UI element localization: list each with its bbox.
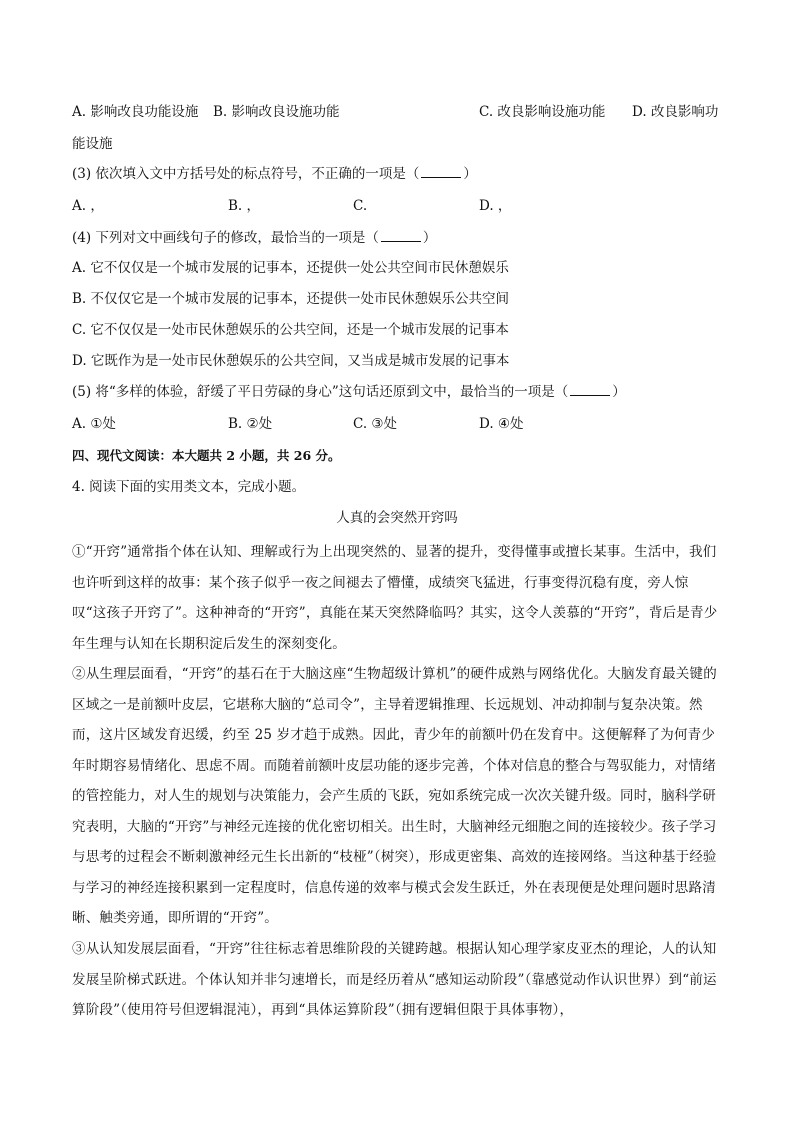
q3-option-c: C.	[353, 198, 368, 214]
q4-option-b: B. 不仅仅它是一个城市发展的记事本，还提供一处市民休憩娱乐公共空间	[72, 291, 510, 307]
q5-stem: (5) 将“多样的体验，舒缓了平日劳碌的身心”这句话还原到文中，最恰当的一项是（ ）	[72, 384, 626, 400]
q4-option-d: D. 它既作为是一处市民休憩娱乐的公共空间，又当成是城市发展的记事本	[72, 353, 510, 369]
paragraph-1: ①“开窍”通常指个体在认知、理解或行为上出现突然的、显著的提升，变得懂事或擅长某事。生活中，我们也许听到这样的故事：某个孩子似乎一夜之间褪去了懵懂，成绩突飞猛进，行事变得沉稳有度，旁人惊叹“这孩子开窍了”。这种神奇的“开窍”，真能在某天突然降临吗？其实，这令人羡慕的“开窍”，背后是青少年生理与认知在长期积淀后发生的深刻变化。	[72, 544, 718, 652]
q3-stem: (3) 依次填入文中方括号处的标点符号，不正确的一项是（ ）	[72, 166, 477, 182]
paragraph-3: ③从认知发展层面看，“开窍”往往标志着思维阶段的关键跨越。根据认知心理学家皮亚杰的理论，人的认知发展呈阶梯式跃进。个体认知并非匀速增长，而是经历着从“感知运动阶段”（靠感觉动作认识世界）到“前运算阶段”（使用符号但逻辑混沌），再到“具体运算阶段”（拥有逻辑但限于具体事物），	[72, 941, 717, 1018]
answer-blank[interactable]	[381, 229, 421, 242]
article-title: 人真的会突然开窍吗	[336, 510, 458, 526]
q3-option-d: D. ，	[479, 198, 512, 214]
q4-stem: (4) 下列对文中画线句子的修改，最恰当的一项是（ ）	[72, 230, 437, 246]
q2-option-a: A. 影响改良功能设施	[72, 104, 199, 120]
q4-option-a: A. 它不仅仅是一个城市发展的记事本，还提供一处公共空间市民休憩娱乐	[72, 260, 509, 276]
q2-option-c: C. 改良影响设施功能	[479, 104, 606, 120]
q5-option-d: D. ④处	[479, 416, 524, 432]
q2-option-d: D. 改良影响功	[632, 104, 719, 120]
q4-option-c: C. 它不仅仅是一处市民休憩娱乐的公共空间，还是一个城市发展的记事本	[72, 322, 509, 338]
q2-option-d-continued: 能设施	[72, 136, 113, 152]
answer-blank[interactable]	[570, 383, 610, 396]
q2-option-b: B. 影响改良设施功能	[213, 104, 340, 120]
answer-blank[interactable]	[421, 165, 461, 178]
q3-option-b: B. ，	[228, 198, 261, 214]
q3-option-a: A. ，	[72, 198, 104, 214]
section-heading: 四、现代文阅读：本大题共 2 小题，共 26 分。	[72, 448, 341, 463]
paragraph-2: ②从生理层面看，“开窍”的基石在于大脑这座“生物超级计算机”的硬件成熟与网络优化。大脑发育最关键的区域之一是前额叶皮层，它堪称大脑的“总司令”，主导着逻辑推理、长远规划、冲动抑制与复杂决策。然而，这片区域发育迟缓，约至 25 岁才趋于成熟。因此，青少年的前额叶仍在发育中。这便解释了为何青少年时期容易情绪化、思虑不周。而随着前额叶皮层功能的逐步完善，个体对信息的整合与驾驭能力，对情绪的管控能力，对人生的规划与决策能力，会产生质的飞跃，宛如系统完成一次次关键升级。同时，脑科学研究表明，大脑的“开窍”与神经元连接的优化密切相关。出生时，大脑神经元细胞之间的连接较少。孩子学习与思考的过程会不断刺激神经元生长出新的“枝桠”（树突），形成更密集、高效的连接网络。当这种基于经验与学习的神经连接积累到一定程度时，信息传递的效率与模式会发生跃迁，外在表现便是处理问题时思路清晰、触类旁通，即所谓的“开窍”。	[72, 666, 717, 926]
q5-option-b: B. ②处	[228, 416, 273, 432]
q5-option-c: C. ③处	[353, 416, 398, 432]
question-intro: 4. 阅读下面的实用类文本，完成小题。	[72, 479, 306, 495]
q5-option-a: A. ①处	[72, 416, 116, 432]
